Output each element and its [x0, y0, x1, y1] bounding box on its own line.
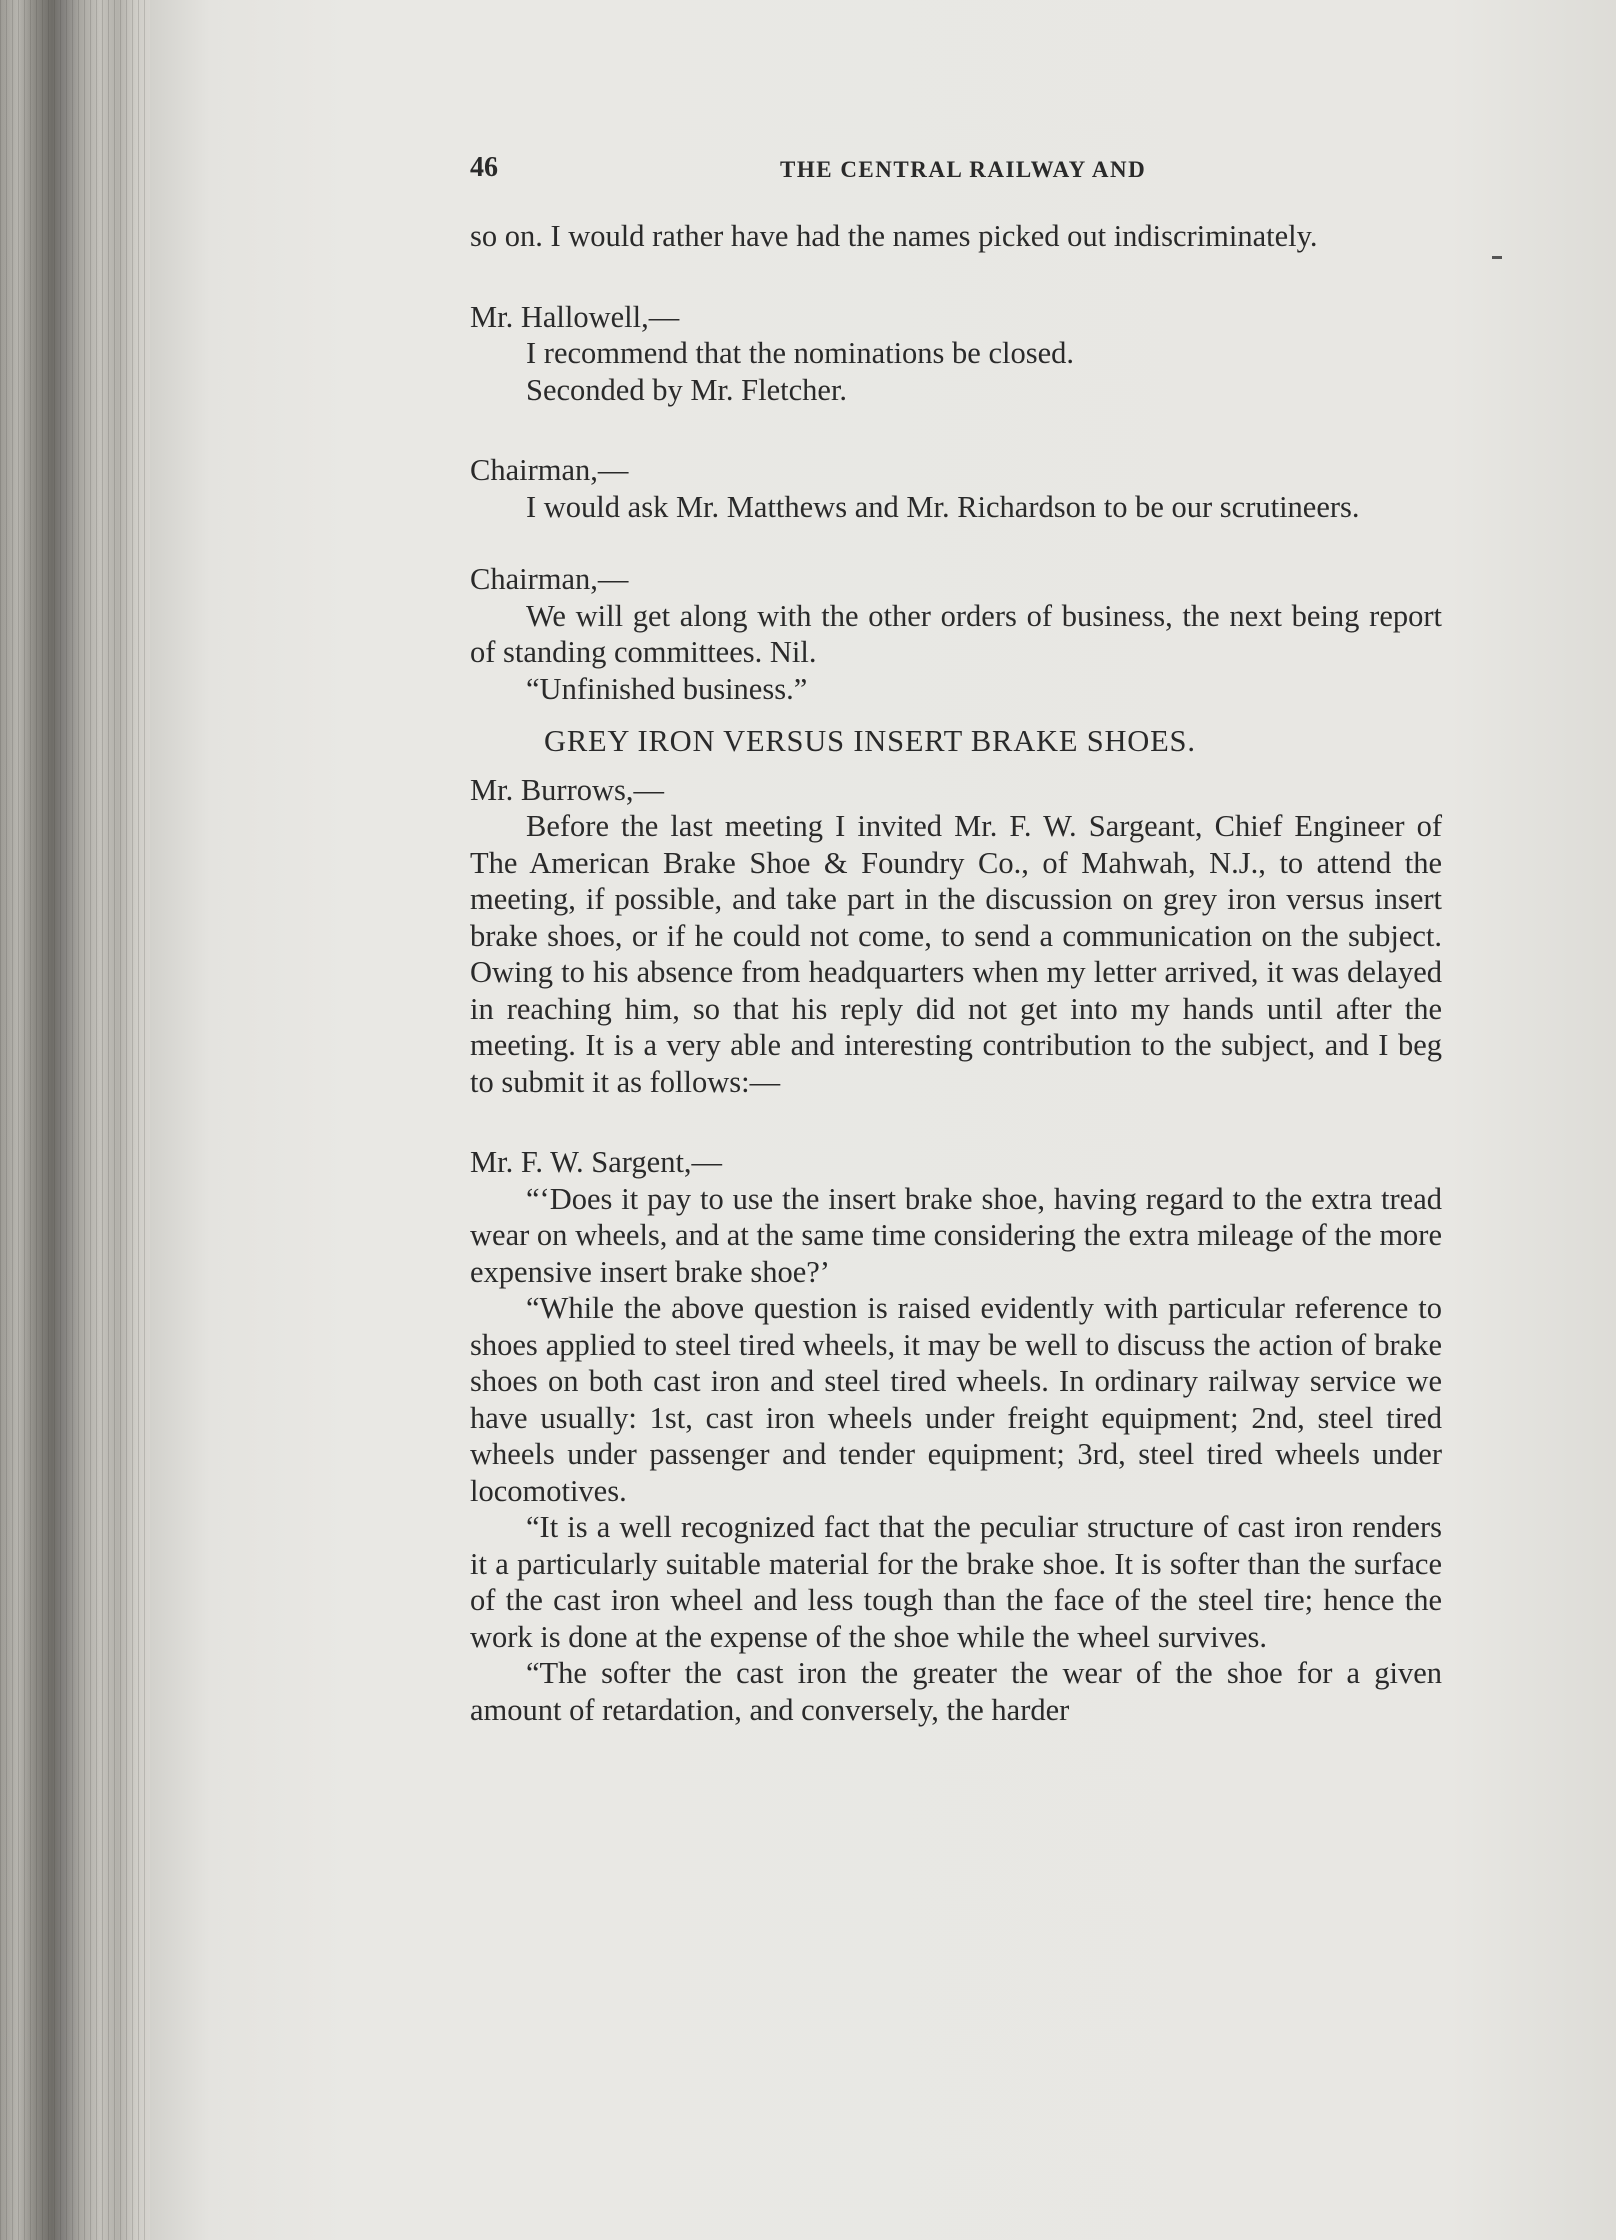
section-heading: GREY IRON VERSUS INSERT BRAKE SHOES. — [544, 724, 1196, 758]
sargent-paragraph-1: “‘Does it pay to use the insert brake shoe, having regard to the extra tread wear on wheels, and at the same time considering the extra mileage of the more expensive insert brake shoe?’ — [470, 1181, 1442, 1289]
sargent-paragraph-4: “The softer the cast iron the greater the wear of the shoe for a given amount of retardation, and conversely, the harder — [470, 1656, 1442, 1727]
speaker-sargent: Mr. F. W. Sargent,— — [470, 1145, 723, 1179]
burrows-statement: Before the last meeting I invited Mr. F. W. Sargeant, Chief Engineer of The American Brake Shoe & Foundry Co., of Mahwah, N.J., to attend the meeting, if possible, and take part in the discussion on grey iron versus insert brake shoes, or if he could not come, to send a communication on the subject. Owing to his absence from headquarters when my letter arrived, it was delayed in reaching him, so that his reply did not get into my hands until after the meeting. It is a very able and interesting contribution to the subject, and I beg to submit it as follows:— — [470, 809, 1442, 1099]
chairman-statement-2: We will get along with the other orders of business, the next being report of standing committees. Nil. — [470, 598, 1442, 669]
running-head — [470, 150, 1442, 190]
book-page — [470, 150, 1442, 1728]
speaker-chairman-1: Chairman,— — [470, 453, 629, 487]
page-number: 46 — [470, 152, 498, 183]
sargent-paragraph-2: “While the above question is raised evidently with particular reference to shoes applied to steel tired wheels, it may be well to discuss the action of brake shoes on both cast iron and steel tired wheels. In ordinary railway service we have usually: 1st, cast iron wheels under freight equipment; 2nd, steel tired wheels under passenger and tender equipment; 3rd, steel tired wheels under locomotives. — [470, 1291, 1442, 1508]
stray-mark — [1492, 256, 1502, 259]
sargent-paragraph-3: “It is a well recognized fact that the peculiar structure of cast iron renders it a particularly suitable material for the brake shoe. It is softer than the surface of the cast iron wheel and less tough than the face of the steel tire; hence the work is done at the expense of the shoe while the wheel survives. — [470, 1510, 1442, 1654]
unfinished-business-line: “Unfinished business.” — [526, 671, 808, 706]
hallowell-statement: I recommend that the nominations be closed. — [526, 336, 1075, 370]
chairman-statement-1: I would ask Mr. Matthews and Mr. Richardson to be our scrutineers. — [526, 489, 1360, 524]
seconded-line: Seconded by Mr. Fletcher. — [526, 372, 848, 407]
running-title: THE CENTRAL RAILWAY AND — [780, 157, 1147, 182]
speaker-hallowell: Mr. Hallowell,— — [470, 299, 680, 334]
page-edges — [0, 0, 150, 2240]
speaker-burrows: Mr. Burrows,— — [470, 772, 665, 807]
paragraph-continuation: so on. I would rather have had the names picked out indiscriminately. — [470, 219, 1318, 253]
speaker-chairman-2: Chairman,— — [470, 562, 629, 596]
